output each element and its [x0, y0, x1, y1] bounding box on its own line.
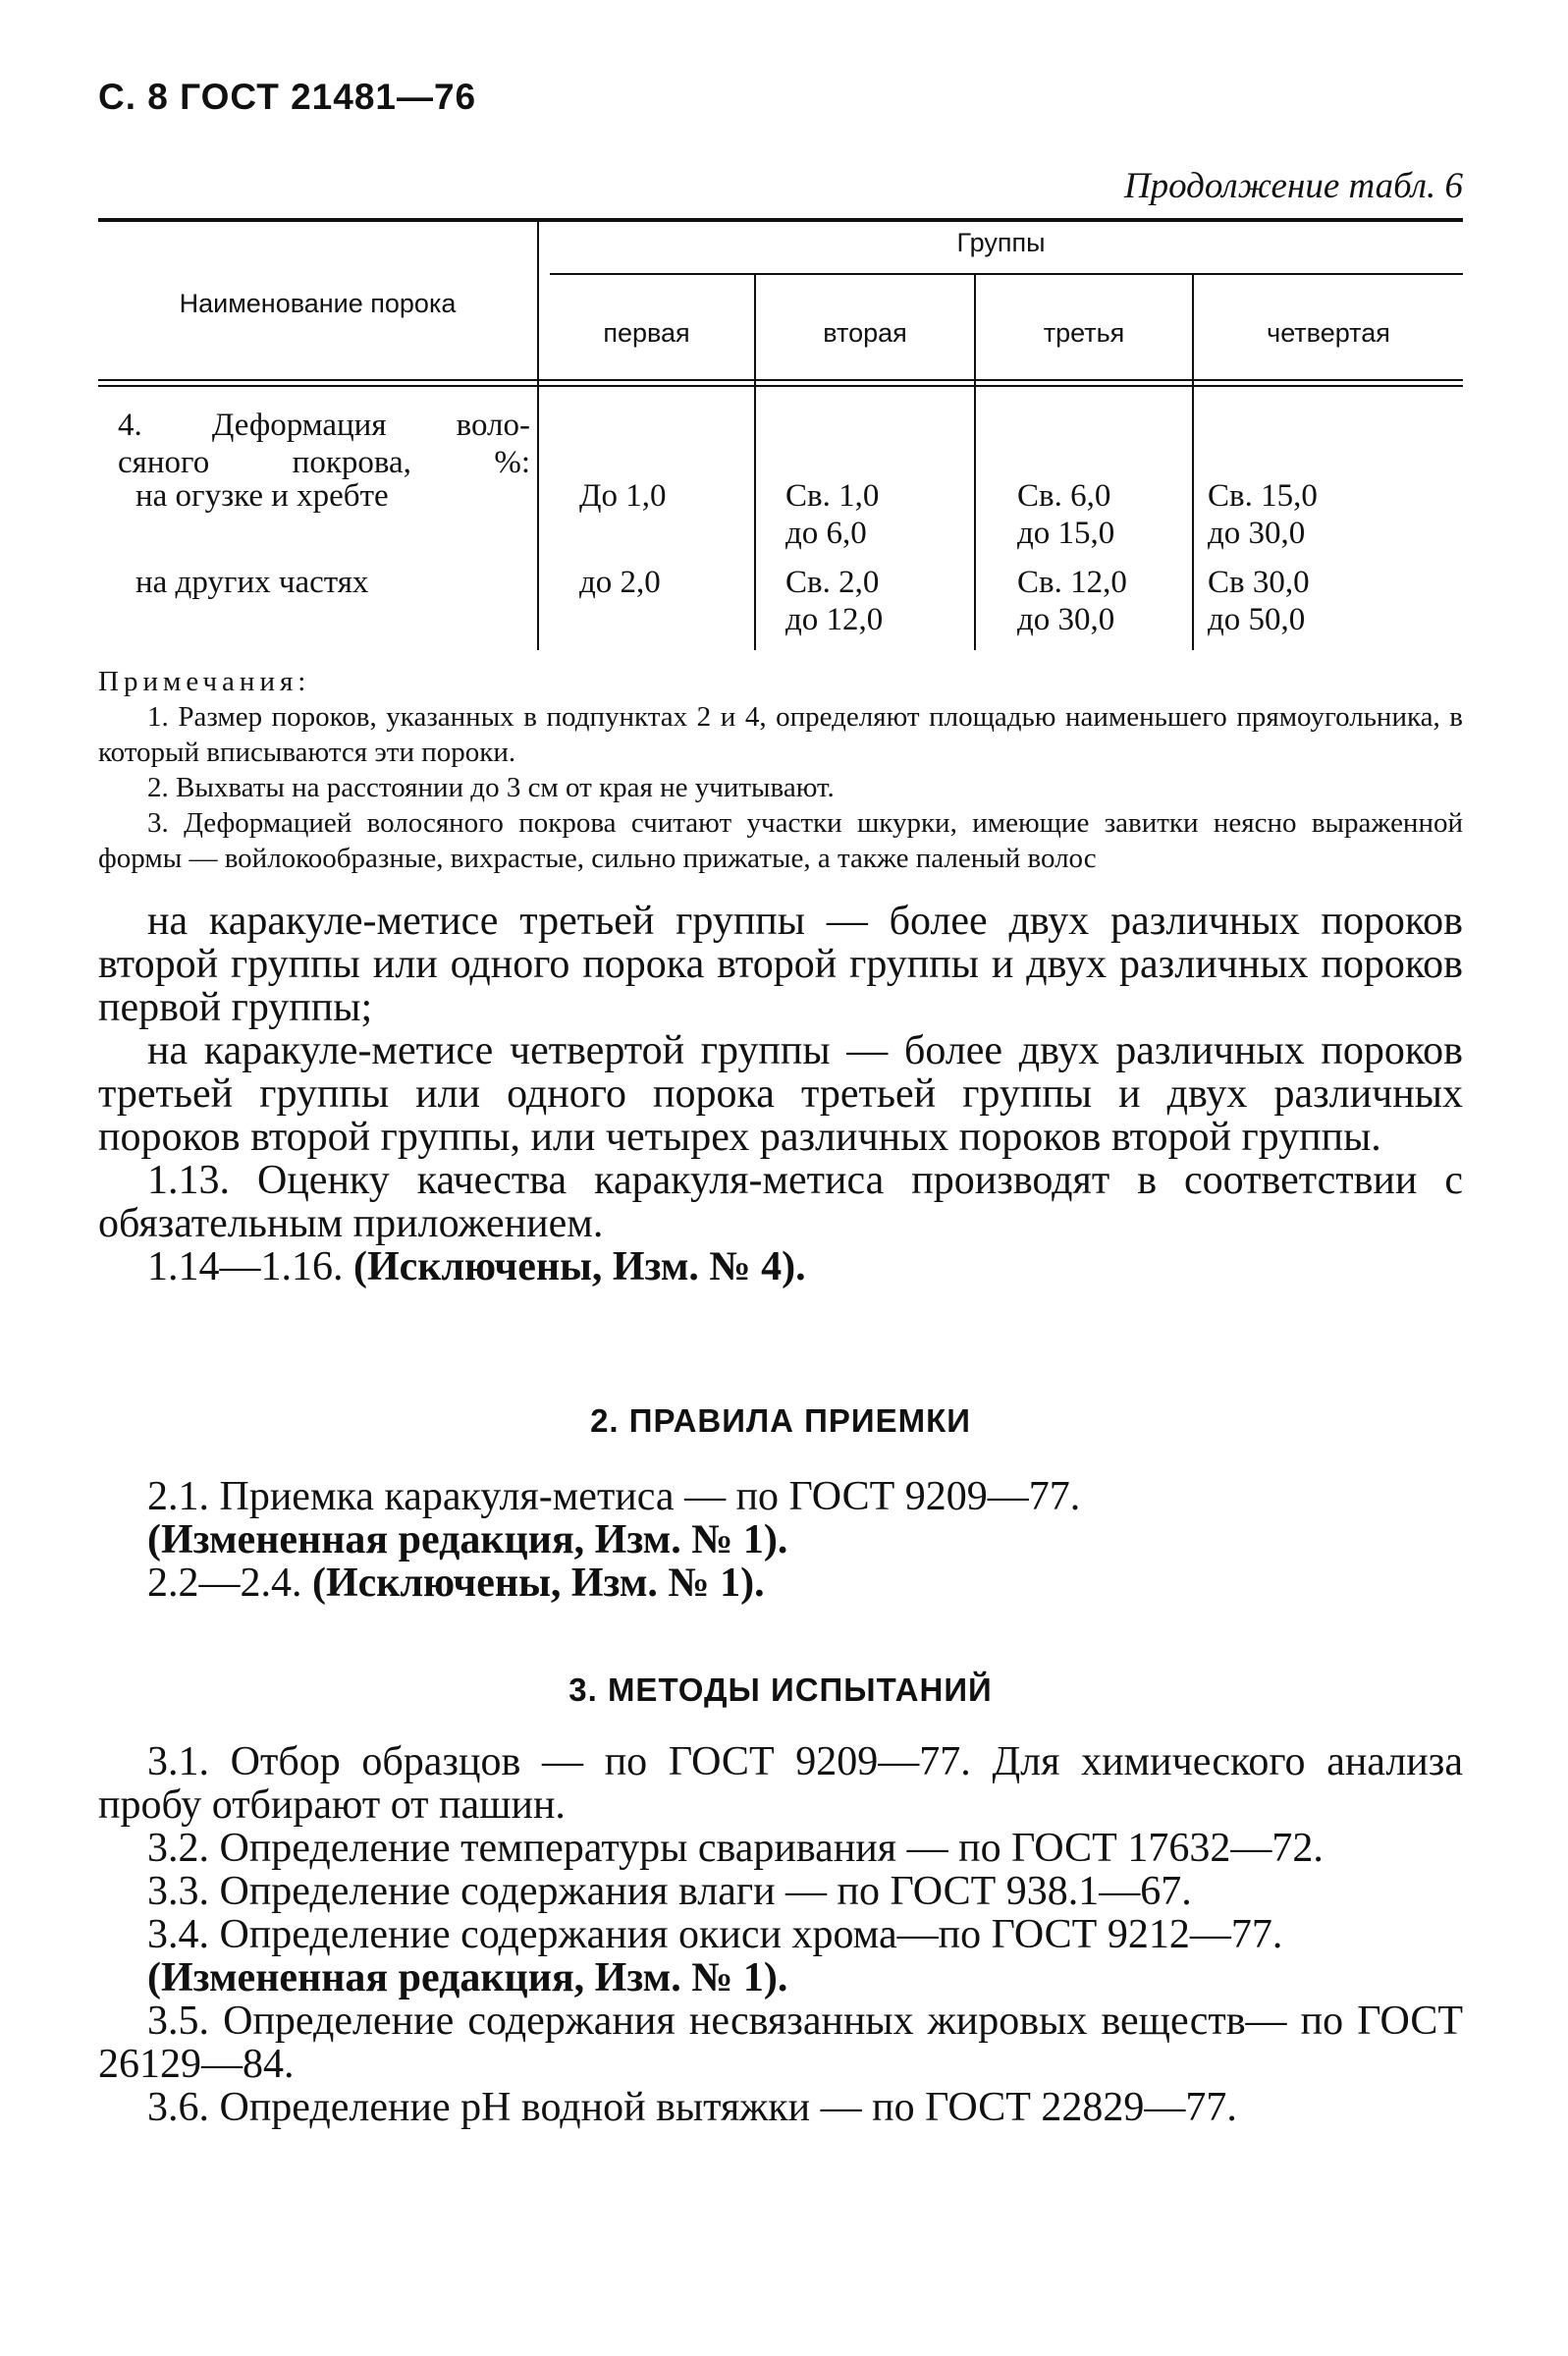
paragraph-1-14-excluded: (Исключены, Изм. № 4). [353, 1244, 806, 1289]
paragraph-group-3: на каракуле-метисе третьей группы — более двух различных пороков второй группы или одного порока второй группы и двух различных пороков первой группы; [98, 899, 1463, 1030]
row-1-cell-2: Св. 1,0 до 6,0 [785, 478, 880, 551]
paragraph-3-2: 3.2. Определение температуры сваривания — по ГОСТ 17632—72. [147, 1826, 1324, 1871]
paragraph-3-4: 3.4. Определение содержания окиси хрома—по ГОСТ 9212—77. [147, 1912, 1283, 1957]
col-header-group-4: четвертая [1267, 318, 1390, 348]
section-2-body [98, 1475, 1463, 1605]
col-header-groups: Группы [956, 228, 1046, 257]
header-bottom-rule-1 [98, 379, 1463, 381]
row-1-cell-4: Св. 15,0 до 30,0 [1208, 478, 1318, 551]
section-3-heading: 3. МЕТОДЫ ИСПЫТАНИЙ [568, 1671, 993, 1708]
paragraph-3-4-amend: (Измененная редакция, Изм. № 1). [147, 1955, 788, 2000]
section-3-body [98, 1740, 1463, 2129]
table-top-rule [98, 218, 1463, 222]
row-2-cell-2: Св. 2,0 до 12,0 [785, 565, 884, 637]
body-section-1 [98, 900, 1463, 1288]
section-2-heading: 2. ПРАВИЛА ПРИЕМКИ [590, 1402, 971, 1439]
paragraph-3-3: 3.3. Определение содержания влаги — по ГОСТ 938.1—67. [147, 1869, 1192, 1914]
row-label-1: на огузке и хребте [135, 478, 389, 514]
table-caption: Продолжение табл. 6 [1123, 166, 1463, 206]
row-2-cell-1: до 2,0 [579, 565, 661, 600]
paragraph-1-14-number: 1.14—1.16. [147, 1244, 344, 1289]
group-header-rule [550, 273, 1463, 275]
paragraph-3-6: 3.6. Определение pH водной вытяжки — по ГОСТ 22829—77. [147, 2085, 1237, 2130]
paragraph-group-4: на каракуле-метисе четвертой группы — более двух различных пороков третьей группы или одного порока третьей группы и двух различных пороков второй группы, или четырех различных пороков второй группы. [98, 1028, 1463, 1160]
document-page [98, 0, 1463, 2356]
paragraph-3-1: 3.1. Отбор образцов — по ГОСТ 9209—77. Для химического анализа пробу отбирают от пашин. [98, 1739, 1463, 1828]
row-label-2: на других частях [135, 565, 369, 600]
col-header-group-2: вторая [823, 318, 907, 348]
table-notes [98, 664, 1463, 876]
row-2-cell-4: Св 30,0 до 50,0 [1208, 565, 1310, 637]
page-header: С. 8 ГОСТ 21481—76 [98, 77, 477, 117]
paragraph-2-2 [98, 1562, 1463, 1605]
header-bottom-rule-2 [98, 385, 1463, 387]
col-header-name: Наименование порока [179, 289, 457, 318]
note-3: 3. Деформацией волосяного покрова считают участки шкурки, имеющие завитки неясно выраженной формы — войлокообразные, вихрастые, сильно прижатые, а также паленый волос [98, 807, 1463, 874]
paragraph-2-2-excluded: (Исключены, Изм. № 1). [312, 1561, 765, 1606]
paragraph-2-1-amend: (Измененная редакция, Изм. № 1). [147, 1517, 788, 1562]
note-1: 1. Размер пороков, указанных в подпунктах 2 и 4, определяют площадью наименьшего прямоугольника, в который вписываются эти пороки. [98, 701, 1463, 768]
paragraph-1-13: 1.13. Оценку качества каракуля-метиса производят в соответствии с обязательным приложением. [98, 1158, 1463, 1246]
col-header-group-3: третья [1043, 318, 1125, 348]
col-divider-name [537, 218, 539, 650]
row-1-cell-1: До 1,0 [579, 478, 667, 514]
paragraph-2-2-number: 2.2—2.4. [147, 1561, 302, 1606]
paragraph-3-5: 3.5. Определение содержания несвязанных жировых веществ— по ГОСТ 26129—84. [98, 1999, 1463, 2087]
row-title: 4. Деформация воло- сяного покрова, %: [118, 408, 530, 480]
paragraph-2-1: 2.1. Приемка каракуля-метиса — по ГОСТ 9209—77. [147, 1474, 1081, 1519]
row-2-cell-3: Св. 12,0 до 30,0 [1017, 565, 1127, 637]
col-header-group-1: первая [603, 318, 690, 348]
row-1-cell-3: Св. 6,0 до 15,0 [1017, 478, 1115, 551]
notes-title: Примечания: [98, 666, 311, 697]
note-2: 2. Выхваты на расстоянии до 3 см от края не учитывают. [147, 772, 835, 803]
defects-table [98, 218, 1463, 650]
paragraph-1-14 [98, 1245, 1463, 1288]
